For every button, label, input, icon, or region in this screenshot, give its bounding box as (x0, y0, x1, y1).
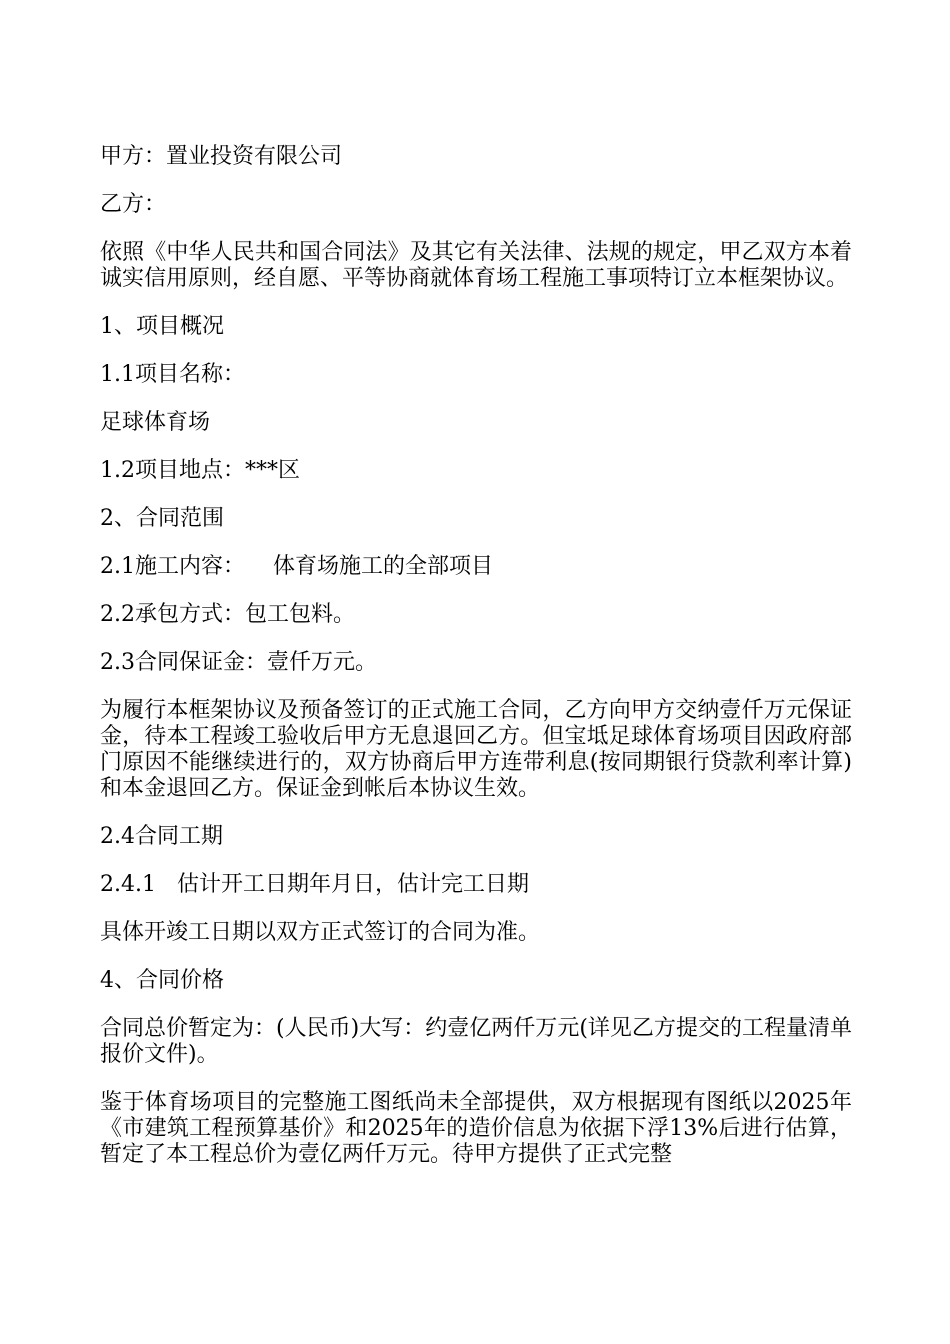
clause-contracting-method: 2.2承包方式：包工包料。 (100, 602, 355, 627)
document-body (100, 144, 852, 1190)
section-heading-contract-scope: 2、合同范围 (100, 506, 224, 531)
clause-project-location: 1.2项目地点：***区 (100, 458, 300, 483)
party-a-line: 甲方：置业投资有限公司 (100, 144, 343, 169)
clause-contract-deposit: 2.3合同保证金：壹仟万元。 (100, 650, 377, 675)
clause-project-name-value: 足球体育场 (100, 410, 211, 435)
deposit-terms-paragraph: 为履行本框架协议及预备签订的正式施工合同，乙方向甲方交纳壹仟万元保证金，待本工程竣工验收后甲方无息退回乙方。但宝坻足球体育场项目因政府部门原因不能继续进行的，双方协商后甲方连带利息(按同期银行贷款利率计算)和本金退回乙方。保证金到帐后本协议生效。 (100, 698, 852, 801)
dates-note-paragraph: 具体开竣工日期以双方正式签订的合同为准。 (100, 920, 541, 945)
clause-estimated-dates: 2.4.1 估计开工日期年月日，估计完工日期 (100, 872, 529, 897)
price-estimation-paragraph: 鉴于体育场项目的完整施工图纸尚未全部提供，双方根据现有图纸以2025年《市建筑工程预算基价》和2025年的造价信息为依据下浮13%后进行估算，暂定了本工程总价为壹亿两仟万元。待甲方提供了正式完整 (100, 1090, 852, 1167)
section-heading-contract-price: 4、合同价格 (100, 968, 224, 993)
total-price-paragraph: 合同总价暂定为：(人民币)大写：约壹亿两仟万元(详见乙方提交的工程量清单报价文件)。 (100, 1016, 852, 1067)
clause-construction-content: 2.1施工内容： 体育场施工的全部项目 (100, 554, 493, 579)
clause-contract-period: 2.4合同工期 (100, 824, 223, 849)
preamble-paragraph: 依照《中华人民共和国合同法》及其它有关法律、法规的规定，甲乙双方本着诚实信用原则，经自愿、平等协商就体育场工程施工事项特订立本框架协议。 (100, 240, 852, 291)
party-b-line: 乙方： (100, 192, 167, 217)
clause-project-name-label: 1.1项目名称： (100, 362, 245, 387)
section-heading-project-overview: 1、项目概况 (100, 314, 224, 339)
